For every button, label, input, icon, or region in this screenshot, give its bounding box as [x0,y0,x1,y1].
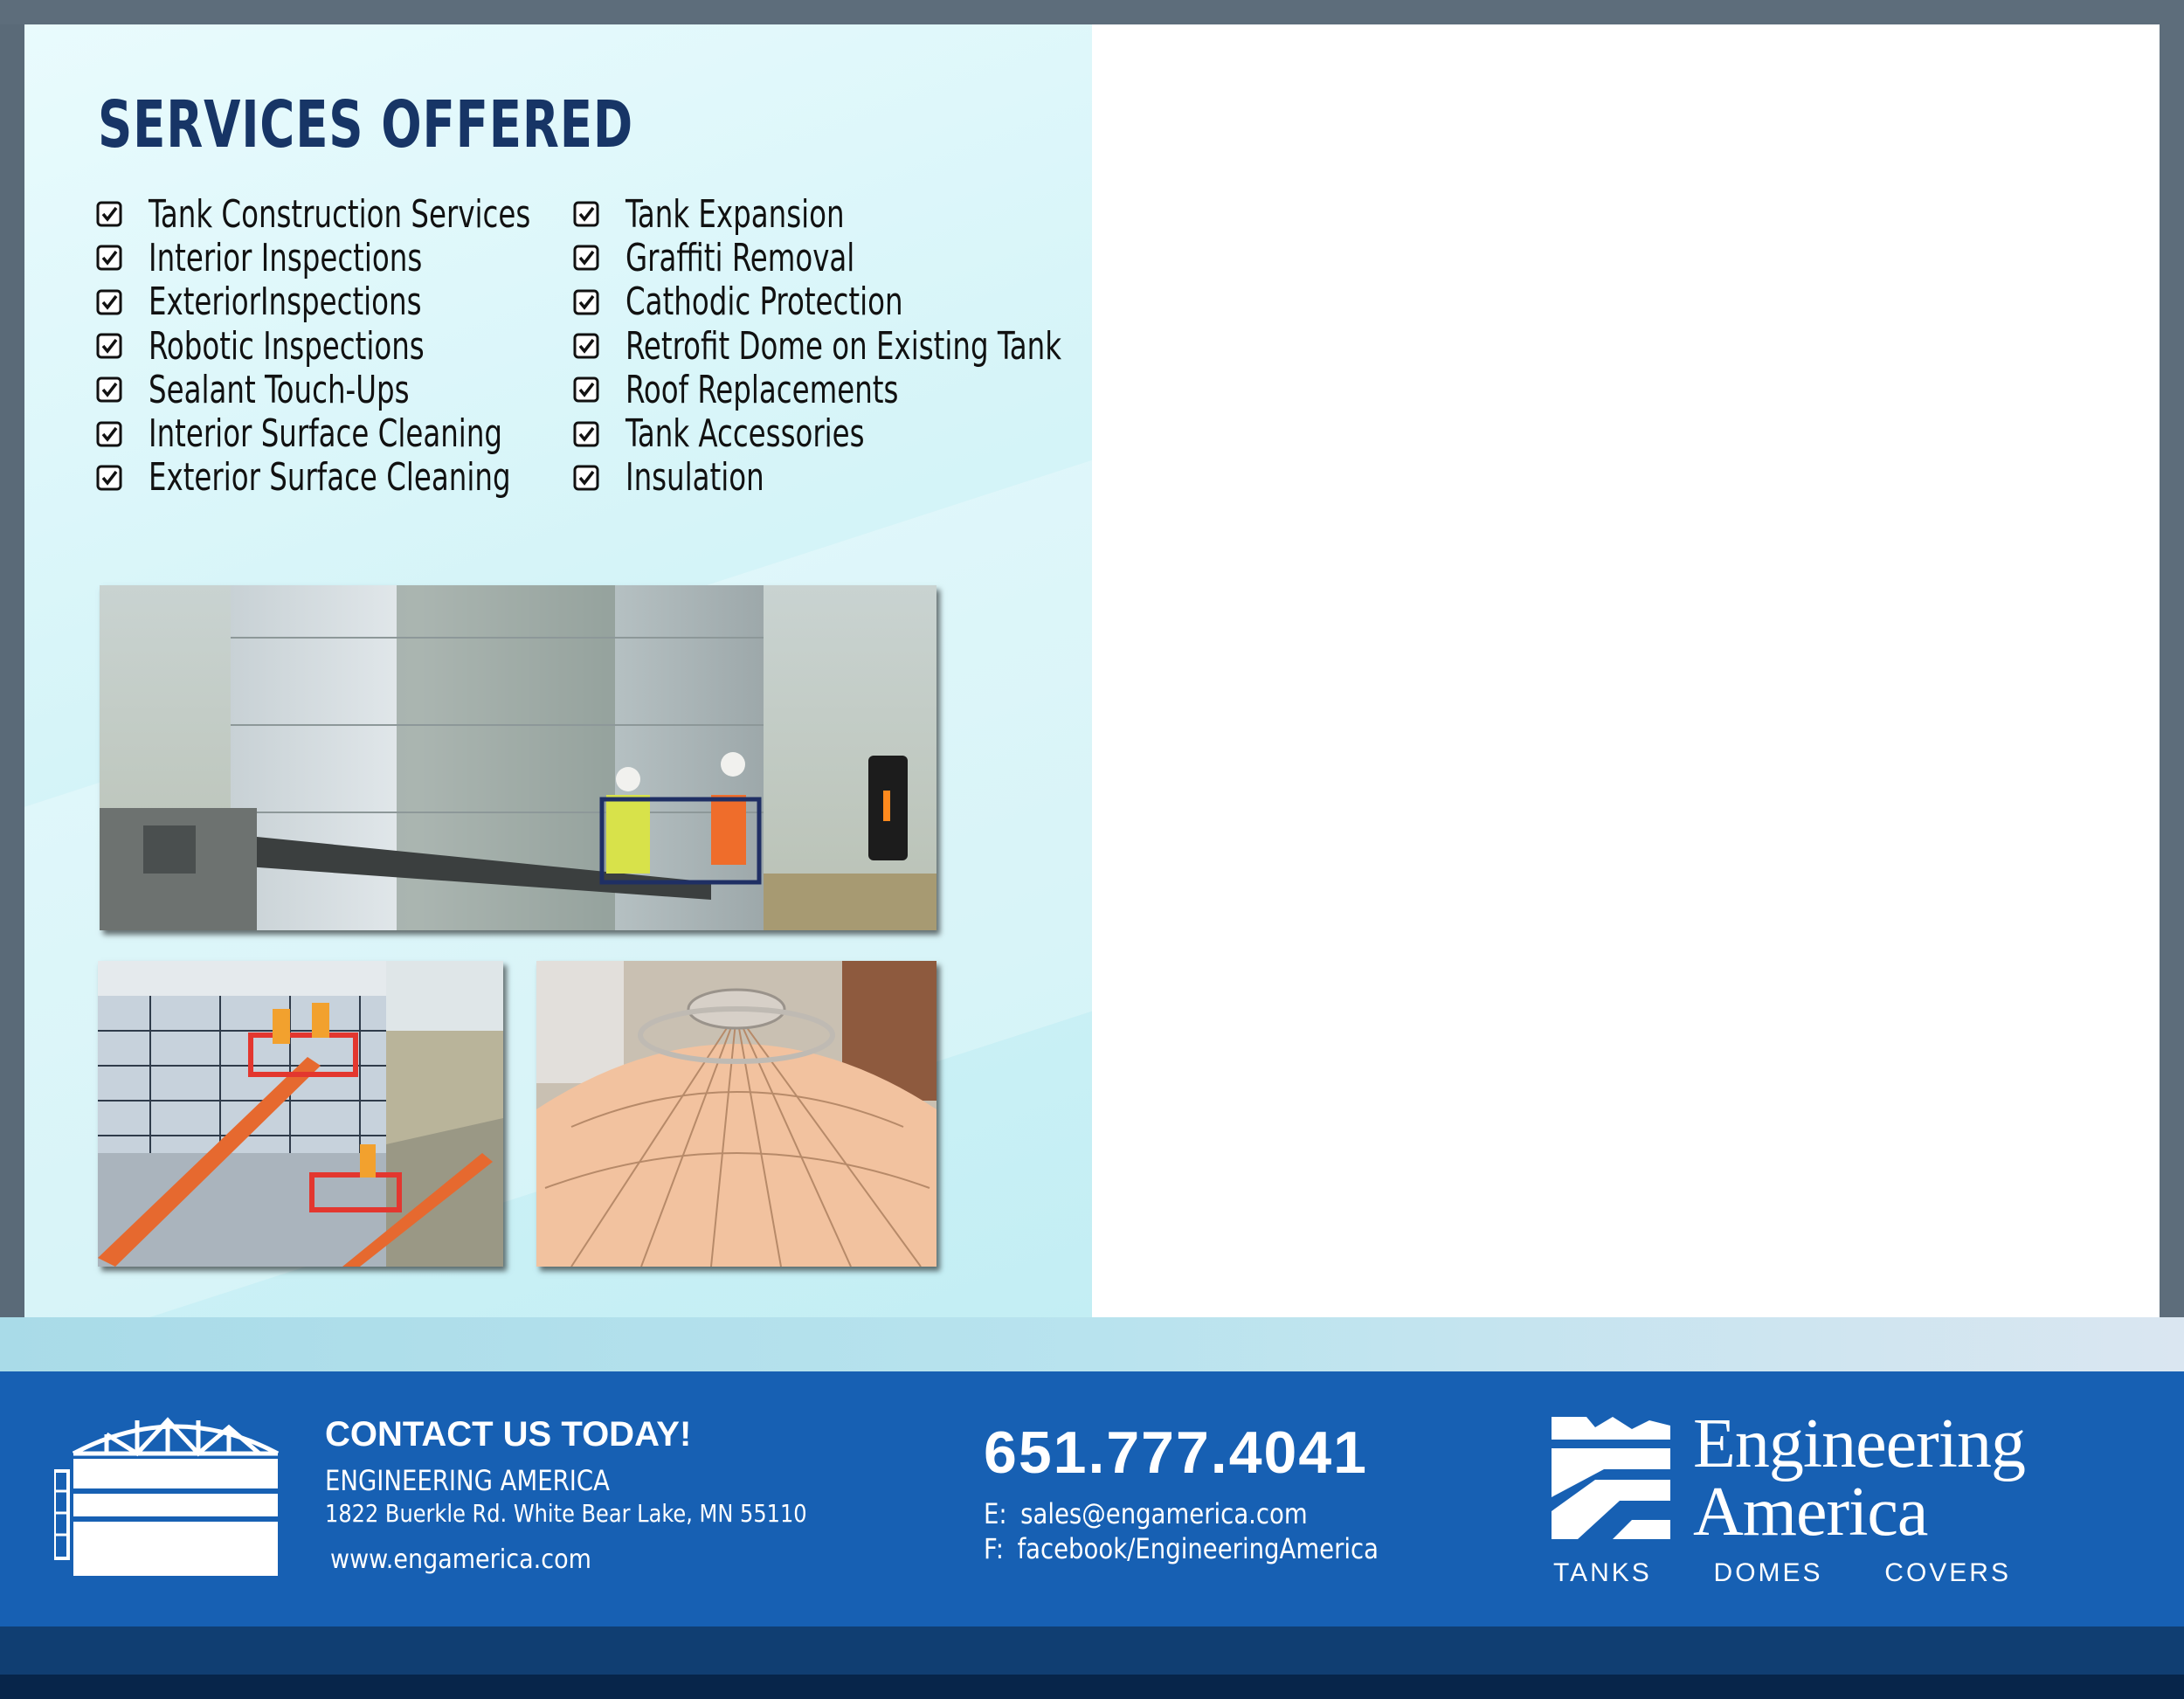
checkbox-icon [573,376,599,403]
brand-tagline [1553,1558,2011,1588]
accent-strip [0,1317,2184,1371]
email-prefix: E: [984,1497,1007,1530]
engineering-america-logo-icon [1552,1417,1670,1539]
service-label: Graffiti Removal [625,235,855,280]
company-address: 1822 Buerkle Rd. White Bear Lake, MN 55110 [325,1499,807,1528]
checkbox-icon [573,201,599,227]
tank-cleaning-photo [100,585,936,930]
brand-name [1693,1405,2025,1551]
service-item [573,280,1158,324]
service-label: Interior Inspections [149,235,423,280]
footer-bottom-band [0,1626,2184,1675]
phone-number[interactable]: 651.777.4041 [984,1419,1368,1486]
checkbox-icon [96,245,122,271]
email-line [984,1497,1308,1530]
checkbox-icon [96,421,122,447]
tag-domes: DOMES [1713,1558,1823,1587]
brand-name-line2: America [1693,1474,1928,1551]
service-label: Tank Construction Services [149,191,531,237]
footer-edge [0,1675,2184,1699]
contact-heading: CONTACT US TODAY! [325,1415,692,1454]
email-link[interactable]: sales@engamerica.com [1020,1497,1308,1530]
service-label: Roof Replacements [625,367,899,412]
service-item [96,456,614,500]
blank-right-panel [1092,24,2160,1317]
service-item [573,324,1158,368]
service-label: Insulation [625,455,764,501]
service-item [96,236,614,280]
tank-dome-logo-icon [54,1408,297,1576]
facebook-line [984,1532,1379,1565]
checkbox-icon [573,289,599,315]
service-label: Robotic Inspections [149,323,425,369]
service-label: Exterior Surface Cleaning [149,455,511,501]
service-item [96,280,614,324]
service-item [573,236,1158,280]
checkbox-icon [96,289,122,315]
checkbox-icon [573,245,599,271]
brand-name-line1: Engineering [1693,1405,2025,1482]
service-label: Tank Accessories [625,411,865,457]
website-link[interactable]: www.engamerica.com [330,1544,591,1575]
service-item [96,324,614,368]
service-label: Tank Expansion [625,191,845,237]
services-list-left [96,192,614,500]
service-label: Cathodic Protection [625,280,903,325]
dome-roof-photo [536,961,936,1267]
service-label: Retrofit Dome on Existing Tank [625,323,1061,369]
checkbox-icon [96,376,122,403]
tag-tanks: TANKS [1553,1558,1652,1587]
tank-inspection-photo [98,961,503,1267]
checkbox-icon [96,201,122,227]
facebook-link[interactable]: facebook/EngineeringAmerica [1017,1532,1379,1565]
service-item [573,411,1158,455]
services-title: SERVICES OFFERED [98,87,633,162]
service-label: Interior Surface Cleaning [149,411,503,457]
checkbox-icon [96,465,122,491]
checkbox-icon [573,333,599,359]
service-label: ExteriorInspections [149,280,422,325]
top-frame [0,0,2184,24]
service-label: Sealant Touch-Ups [149,367,410,412]
checkbox-icon [573,421,599,447]
tag-covers: COVERS [1884,1558,2011,1587]
service-item [96,192,614,236]
service-item [573,456,1158,500]
service-item [96,411,614,455]
service-item [573,192,1158,236]
checkbox-icon [96,333,122,359]
facebook-prefix: F: [984,1532,1004,1565]
service-item [573,368,1158,411]
services-list-right [573,192,1158,500]
company-name: ENGINEERING AMERICA [325,1464,610,1497]
service-item [96,368,614,411]
checkbox-icon [573,465,599,491]
